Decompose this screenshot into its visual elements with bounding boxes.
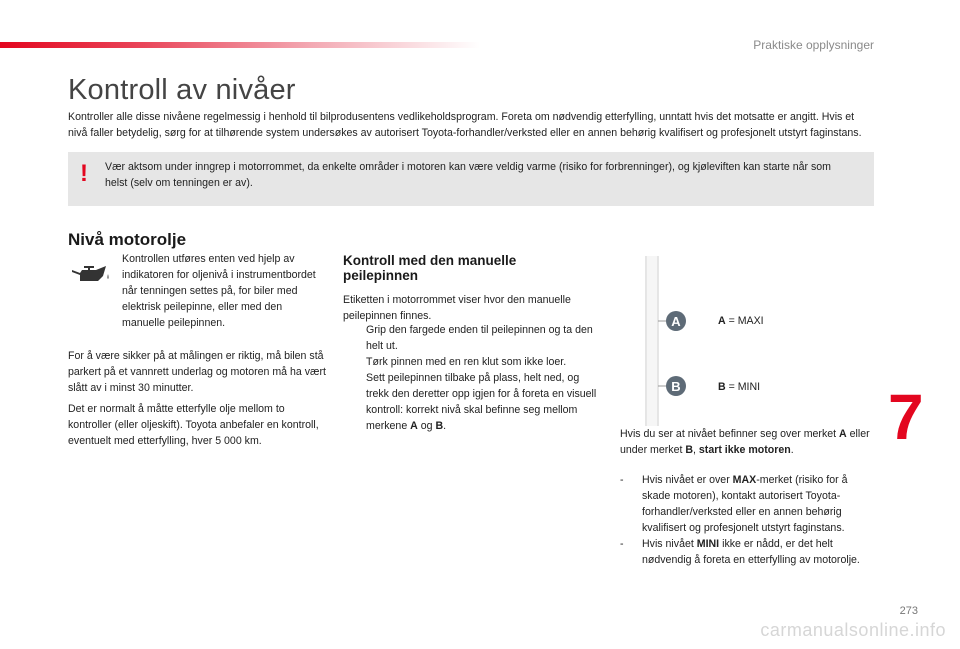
- watermark: carmanualsonline.info: [760, 620, 946, 640]
- marker-a-label: A = MAXI: [718, 315, 764, 327]
- dipstick-illustration: [636, 256, 696, 426]
- manual-steps: [343, 322, 601, 434]
- intro-paragraph: Kontroller alle disse nivåene regelmessig i henhold til bilprodusentens vedlikeholdsprogram. Foreta om nødvendig etterfylling, unntatt hvis det motsatte er angitt. Hvis et nivå faller betydelig, sørg for at tilhørende system undersøkes av autorisert Toyota-forhandler/verksted eller en annen behørig kvalifisert og profesjonelt utstyrt faginstans.: [68, 111, 862, 139]
- chapter-number: 7: [888, 381, 924, 453]
- warning-text: Vær aktsom under inngrep i motorrommet, da enkelte områder i motoren kan være veldig varme (risiko for forbrenninger), og kjøleviften kan starte når som helst (selv om tenningen er av).: [105, 161, 831, 189]
- page-title: Kontroll av nivåer: [68, 74, 296, 106]
- level-actions: [620, 472, 870, 568]
- oil-paragraph-2: For å være sikker på at målingen er riktig, må bilen stå parkert på et vannrett underlag og motoren må ha vært slått av i minst 30 minutter.: [68, 350, 326, 394]
- step-text: Tørk pinnen med en ren klut som ikke loer.: [366, 356, 567, 368]
- warning-icon: !: [80, 160, 88, 187]
- section-label: Praktiske opplysninger: [753, 38, 874, 52]
- manual-dipstick-heading: Kontroll med den manuelle peilepinnen: [343, 253, 517, 283]
- list-item: [620, 536, 870, 568]
- page-number: 273: [899, 605, 918, 617]
- list-item: [343, 354, 601, 370]
- list-item: [620, 472, 870, 536]
- marker-a-icon: [666, 311, 686, 331]
- step-text: Sett peilepinnen tilbake på plass, helt ned, og trekk den deretter opp igjen for å foreta en visuell kontroll: korrekt nivå skal befinne seg mellom merkene A og B.: [366, 372, 597, 432]
- oil-paragraph-1: Kontrollen utføres enten ved hjelp av indikatoren for oljenivå i instrumentbordet når tenningen settes på, for biler med elektrisk peilepinne, eller med den manuelle peilepinnen.: [122, 253, 316, 329]
- level-warning-paragraph: Hvis du ser at nivået befinner seg over merket A eller under merket B, start ikke motoren.: [620, 428, 870, 456]
- svg-text:A: A: [671, 314, 681, 329]
- warning-box: [68, 152, 874, 206]
- action-text: Hvis nivået MINI ikke er nådd, er det helt nødvendig å foreta en etterfylling av motorolje.: [642, 538, 860, 566]
- header-accent-bar: [0, 42, 480, 48]
- oil-level-heading: Nivå motorolje: [68, 230, 187, 249]
- marker-b-label: B = MINI: [718, 381, 761, 393]
- list-item: [343, 370, 601, 434]
- step-text: Grip den fargede enden til peilepinnen og ta den helt ut.: [366, 324, 593, 352]
- marker-b-icon: [666, 376, 686, 396]
- dash-marker: -: [620, 474, 624, 486]
- list-item: [343, 322, 601, 354]
- dash-marker: -: [620, 538, 624, 550]
- oil-paragraph-3: Det er normalt å måtte etterfylle olje mellom to kontroller (eller oljeskift). Toyota anbefaler en kontroll, eventuelt med etterfylling, hver 5 000 km.: [68, 403, 319, 447]
- svg-text:B: B: [671, 379, 681, 394]
- manual-intro: Etiketten i motorrommet viser hvor den manuelle peilepinnen finnes.: [343, 294, 571, 322]
- action-text: Hvis nivået er over MAX-merket (risiko for å skade motoren), kontakt autorisert Toyota-forhandler/verksted eller en annen behørig kvalifisert og profesjonelt utstyrt faginstans.: [642, 474, 848, 534]
- oil-can-icon: [70, 264, 112, 286]
